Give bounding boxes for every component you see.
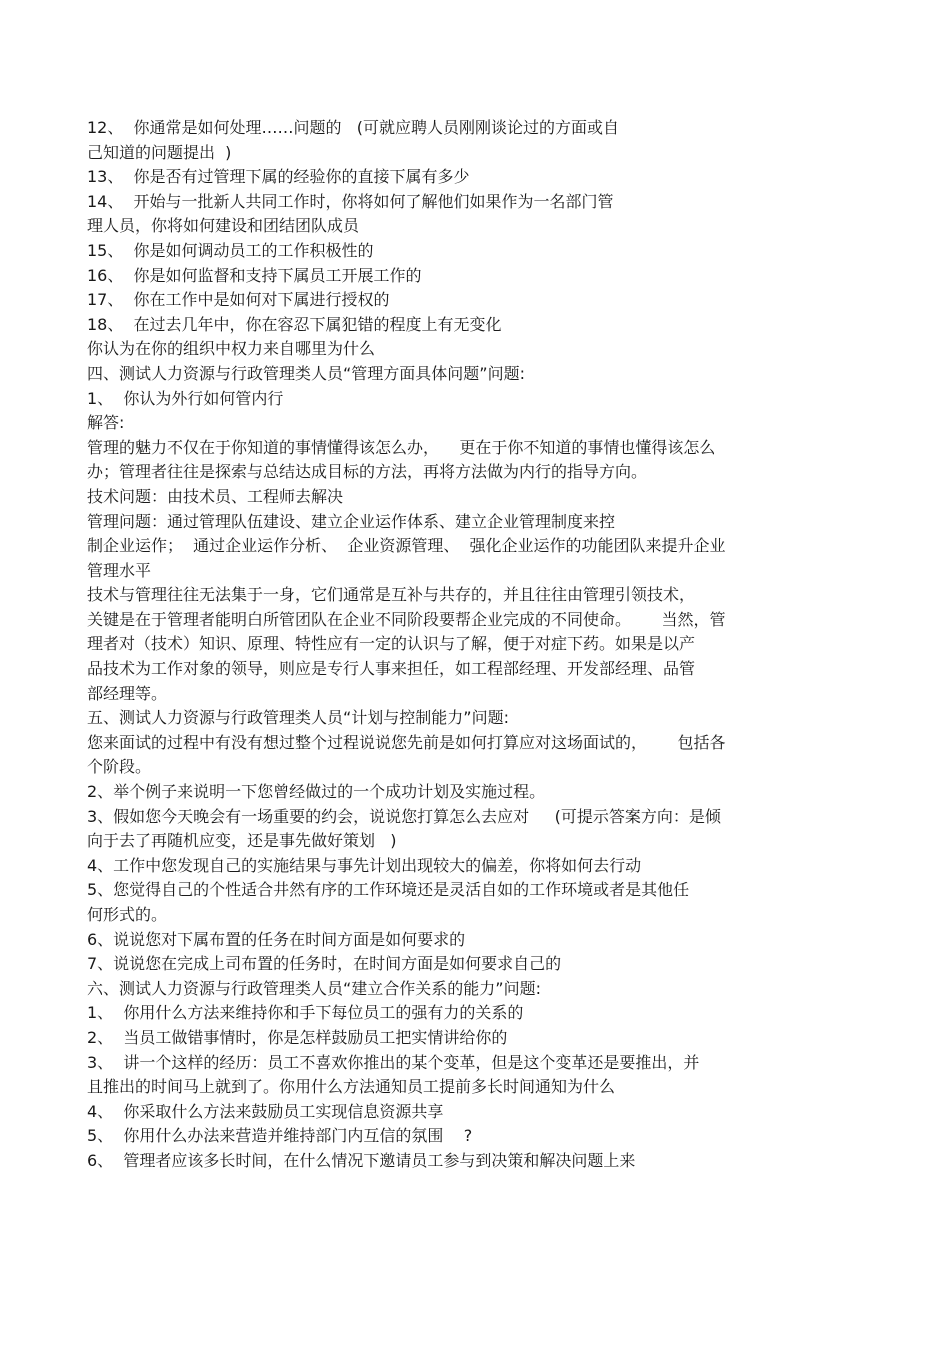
text-line: 2、 当员工做错事情时，你是怎样鼓励员工把实情讲给你的 (87, 1027, 508, 1047)
text-line: 17、 你在工作中是如何对下属进行授权的 (87, 290, 390, 310)
text-line: 7、说说您在完成上司布置的任务时，在时间方面是如何要求自己的 (87, 954, 562, 974)
section-heading: 四、测试人力资源与行政管理类人员“管理方面具体问题”问题: (87, 363, 525, 383)
text-line: 理人员，你将如何建设和团结团队成员 (87, 216, 360, 236)
text-line: 管理问题：通过管理队伍建设、建立企业运作体系、建立企业管理制度来控 (87, 511, 616, 531)
text-line: 何形式的。 (87, 905, 168, 924)
text-line: 5、 你用什么办法来营造并维持部门内互信的氛围 ? (87, 1126, 473, 1146)
section-heading: 六、测试人力资源与行政管理类人员“建立合作关系的能力”问题: (87, 978, 541, 998)
text-line: 技术与管理往往无法集于一身，它们通常是互补与共存的，并且往往由管理引领技术， (87, 585, 696, 605)
text-line: 向于去了再随机应变，还是事先做好策划 ) (87, 831, 397, 851)
text-line: 且推出的时间马上就到了。你用什么方法通知员工提前多长时间通知为什么 (87, 1077, 616, 1097)
text-line: 己知道的问题提出 ) (87, 142, 232, 162)
text-line: 12、 你通常是如何处理……问题的 (可就应聘人员刚刚谈论过的方面或自 (87, 118, 620, 137)
text-line: 16、 你是如何监督和支持下属员工开展工作的 (87, 265, 422, 285)
text-line: 14、 开始与一批新人共同工作时，你将如何了解他们如果作为一名部门管 (87, 191, 614, 211)
text-line: 15、 你是如何调动员工的工作积极性的 (87, 240, 374, 260)
text-line: 3、假如您今天晚会有一场重要的约会，说说您打算怎么去应对 (可提示答案方向：是倾 (87, 806, 721, 826)
text-line: 办；管理者往往是探索与总结达成目标的方法，再将方法做为内行的指导方向。 (87, 462, 648, 482)
document-body (87, 116, 817, 1174)
text-line: 13、 你是否有过管理下属的经验你的直接下属有多少 (87, 167, 470, 187)
text-line: 制企业运作； 通过企业运作分析、 企业资源管理、 强化企业运作的功能团队来提升企业 (87, 536, 726, 556)
text-line: 5、您觉得自己的个性适合井然有序的工作环境还是灵活自如的工作环境或者是其他任 (87, 880, 690, 900)
text-line: 6、 管理者应该多长时间，在什么情况下邀请员工参与到决策和解决问题上来 (87, 1150, 636, 1170)
text-line: 技术问题：由技术员、工程师去解决 (87, 486, 344, 506)
text-line: 4、工作中您发现自己的实施结果与事先计划出现较大的偏差，你将如何去行动 (87, 855, 642, 875)
text-line: 6、说说您对下属布置的任务在时间方面是如何要求的 (87, 929, 466, 949)
text-line: 4、 你采取什么方法来鼓励员工实现信息资源共享 (87, 1101, 444, 1121)
text-line: 2、举个例子来说明一下您曾经做过的一个成功计划及实施过程。 (87, 782, 546, 802)
text-line: 你认为在你的组织中权力来自哪里为什么 (87, 339, 376, 359)
text-line: 管理的魅力不仅在于你知道的事情懂得该怎么办， 更在于你不知道的事情也懂得该怎么 (87, 437, 716, 457)
text-line: 部经理等。 (87, 683, 168, 703)
text-line: 1、 你用什么方法来维持你和手下每位员工的强有力的关系的 (87, 1003, 524, 1023)
text-line: 理者对（技术）知识、原理、特性应有一定的认识与了解，便于对症下药。如果是以产 (87, 634, 696, 654)
text-line: 1、 你认为外行如何管内行 (87, 388, 284, 408)
text-line: 品技术为工作对象的领导，则应是专行人事来担任，如工程部经理、开发部经理、品管 (87, 659, 696, 679)
text-line: 个阶段。 (87, 757, 152, 777)
text-line: 管理水平 (87, 560, 152, 580)
text-line: 3、 讲一个这样的经历：员工不喜欢你推出的某个变革，但是这个变革还是要推出，并 (87, 1052, 700, 1072)
section-heading: 五、测试人力资源与行政管理类人员“计划与控制能力”问题: (87, 708, 509, 728)
text-line: 您来面试的过程中有没有想过整个过程说说您先前是如何打算应对这场面试的， 包括各 (87, 732, 726, 752)
text-line: 解答: (87, 413, 125, 433)
text-line: 18、 在过去几年中，你在容忍下属犯错的程度上有无变化 (87, 314, 502, 334)
text-line: 关键是在于管理者能明白所管团队在企业不同阶段要帮企业完成的不同使命。 当然，管 (87, 609, 726, 629)
